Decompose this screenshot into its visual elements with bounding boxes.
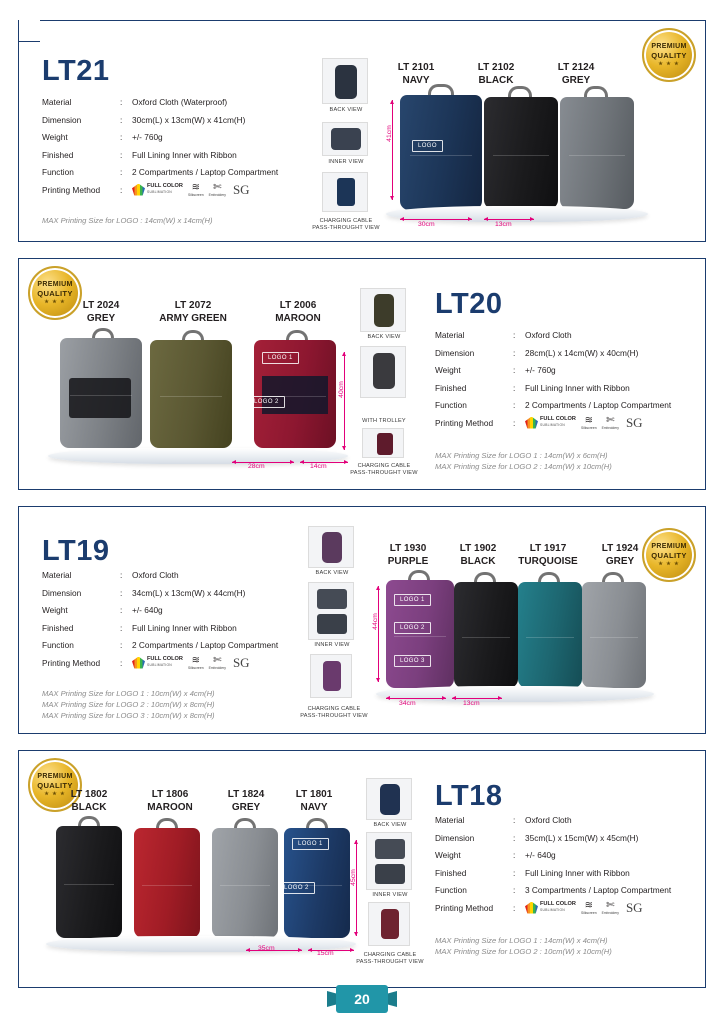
caption-back-view-lt21: BACK VIEW — [329, 107, 363, 113]
product-label-lt1924: LT 1924 GREY — [601, 543, 639, 567]
silkscreen-icon: ≋ Silkscreen — [187, 654, 204, 670]
dim-line-height — [378, 586, 379, 682]
spec-label-printing-method: Printing Method — [435, 902, 494, 913]
colon: : — [513, 885, 516, 895]
spec-label-dimension: Dimension — [435, 832, 475, 843]
bag-lt2124-grey — [560, 97, 634, 209]
product-label-lt2006: LT 2006 MAROON — [275, 300, 321, 324]
max-print-lt19: MAX Printing Size for LOGO 1 : 10cm(W) x 4cm(H) MAX Printing Size for LOGO 2 : 10cm(W) x 8cm(H) MAX Printing Size for LOGO 3 : 10cm(W) x 8cm(H) — [42, 689, 215, 720]
max-print-lt21: MAX Printing Size for LOGO : 14cm(W) x 14cm(H) — [42, 216, 213, 225]
embroidery-icon: ✄ Embroidery — [208, 654, 226, 670]
rainbow-icon — [525, 417, 538, 429]
bag-lt1802-black — [56, 826, 122, 938]
product-label-lt1902: LT 1902 BLACK — [459, 543, 497, 567]
colon: : — [120, 114, 123, 125]
bag-lt2024-grey — [60, 338, 142, 448]
spec-label-weight: Weight — [435, 850, 461, 860]
product-label-lt1806: LT 1806 MAROON — [147, 789, 193, 813]
caption-inner-view-lt18: INNER VIEW — [372, 892, 408, 898]
sg-icon: SG — [232, 654, 250, 670]
spec-value-dimension: 35cm(L) x 15cm(W) x 45cm(H) — [525, 832, 639, 843]
silkscreen-icon: ≋ Silkscreen — [580, 899, 597, 915]
spec-label-material: Material — [435, 330, 465, 340]
colon: : — [513, 850, 516, 860]
spec-label-function: Function — [435, 400, 467, 410]
dim-line-depth — [452, 698, 502, 699]
printing-method-icons — [132, 655, 332, 671]
rainbow-icon — [525, 902, 538, 914]
sg-icon: SG — [232, 181, 250, 197]
embroidery-icon: ✄ Embroidery — [601, 414, 619, 430]
caption-back-view-lt18: BACK VIEW — [373, 822, 407, 828]
printing-method-icons — [525, 415, 705, 431]
spec-label-material: Material — [42, 97, 72, 107]
fullcolor-sublimation-icon — [525, 902, 576, 914]
caption-charging-lt19: CHARGING CABLE PASS-THROUGHT VIEW — [300, 706, 368, 719]
spec-value-finished: Full Lining Inner with Ribbon — [132, 149, 237, 160]
bag-lt2101-navy — [400, 95, 482, 210]
product-label-lt1801: LT 1801 NAVY — [295, 789, 333, 813]
spec-value-dimension: 28cm(L) x 14cm(W) x 40cm(H) — [525, 347, 639, 358]
colon: : — [120, 657, 123, 668]
logo-tag-2: LOGO 2 — [394, 622, 431, 634]
spec-value-material: Oxford Cloth — [525, 815, 572, 825]
thumb-back-view-lt20 — [360, 288, 406, 332]
colon: : — [513, 382, 516, 393]
colon: : — [120, 622, 123, 633]
caption-inner-view-lt21: INNER VIEW — [328, 159, 364, 165]
sublimation-label: SUBLIMATION — [147, 662, 172, 667]
colon: : — [513, 417, 516, 428]
colon: : — [120, 640, 123, 650]
colon: : — [120, 97, 123, 107]
spec-value-weight: +/- 640g — [132, 605, 163, 615]
spec-label-printing-method: Printing Method — [42, 184, 101, 195]
dim-line-depth — [484, 219, 534, 220]
rainbow-icon — [132, 657, 145, 669]
spec-value-function: 2 Compartments / Laptop Compartment — [132, 640, 279, 650]
thumb-back-view-lt19 — [308, 526, 354, 568]
spec-table-lt20 — [435, 330, 705, 438]
sg-icon: SG — [625, 414, 643, 430]
page-title-lt18: LT18 — [435, 780, 503, 812]
spec-label-function: Function — [435, 885, 467, 895]
thumb-charging-view-lt20 — [362, 428, 404, 458]
spec-label-function: Function — [42, 640, 74, 650]
embroidery-icon: ✄ Embroidery — [601, 899, 619, 915]
dim-height-lt19: 44cm — [371, 613, 379, 630]
bag-lt1924-grey — [582, 582, 646, 688]
dim-line-width — [400, 219, 472, 220]
product-label-lt1824: LT 1824 GREY — [227, 789, 265, 813]
dim-height-lt18: 45cm — [349, 869, 357, 886]
product-label-lt1917: LT 1917 TURQUOISE — [518, 543, 578, 567]
colon: : — [513, 400, 516, 410]
thumb-back-view-lt21 — [322, 58, 368, 104]
logo-tag-1: LOGO 1 — [292, 838, 329, 850]
sublimation-label: SUBLIMATION — [147, 189, 172, 194]
spec-value-weight: +/- 640g — [525, 850, 556, 860]
product-label-lt2124: LT 2124 GREY — [557, 62, 595, 86]
max-print-lt18: MAX Printing Size for LOGO 1 : 14cm(W) x 4cm(H) MAX Printing Size for LOGO 2 : 10cm(W) x 10cm(H) — [435, 936, 612, 956]
page-title-lt20: LT20 — [435, 288, 503, 320]
caption-inner-view-lt19: INNER VIEW — [314, 642, 350, 648]
spec-label-printing-method: Printing Method — [435, 417, 494, 428]
spec-label-weight: Weight — [42, 605, 68, 615]
logo-tag-1: LOGO 1 — [394, 594, 431, 606]
dim-line-height — [344, 352, 345, 450]
spec-table-lt18 — [435, 815, 707, 923]
fullcolor-sublimation-icon — [525, 417, 576, 429]
product-label-lt2024: LT 2024 GREY — [82, 300, 120, 324]
spec-value-dimension: 34cm(L) x 13cm(W) x 44cm(H) — [132, 587, 246, 598]
thumb-inner-view-lt21 — [322, 122, 368, 156]
page-title-lt21: LT21 — [42, 55, 110, 87]
thumb-inner-view-lt19 — [308, 582, 354, 640]
dim-width-lt18: 35cm — [258, 945, 275, 952]
colon: : — [120, 149, 123, 160]
dim-height-lt21: 41cm — [385, 125, 393, 142]
dim-depth-lt18: 15cm — [317, 950, 334, 957]
spec-label-dimension: Dimension — [42, 587, 82, 598]
silkscreen-icon: ≋ Silkscreen — [580, 414, 597, 430]
bag-lt1824-grey — [212, 828, 278, 938]
dim-line-width — [386, 698, 446, 699]
caption-back-view-lt19: BACK VIEW — [315, 570, 349, 576]
premium-quality-badge: PREMIUM QUALITY ★ ★ ★ — [642, 28, 696, 82]
page-number — [336, 985, 388, 1013]
fullcolor-label: FULL COLOR — [540, 901, 576, 908]
colon: : — [513, 330, 516, 340]
thumb-with-trolley-lt20 — [360, 346, 406, 398]
sg-icon: SG — [625, 899, 643, 915]
sublimation-label: SUBLIMATION — [540, 422, 565, 427]
fullcolor-label: FULL COLOR — [540, 416, 576, 423]
caption-charging-lt21: CHARGING CABLE PASS-THROUGHT VIEW — [312, 218, 380, 231]
dim-width-lt19: 34cm — [399, 700, 416, 707]
colon: : — [513, 815, 516, 825]
dim-line-height — [356, 840, 357, 936]
spec-label-weight: Weight — [435, 365, 461, 375]
bag-lt1902-black — [454, 582, 518, 688]
colon: : — [120, 605, 123, 615]
product-label-lt2102: LT 2102 BLACK — [477, 62, 515, 86]
spec-label-finished: Finished — [42, 622, 74, 633]
dim-depth-lt20: 14cm — [310, 463, 327, 470]
spec-value-material: Oxford Cloth — [132, 570, 179, 580]
bag-lt1806-maroon — [134, 828, 200, 938]
max-print-lt20: MAX Printing Size for LOGO 1 : 14cm(W) x 6cm(H) MAX Printing Size for LOGO 2 : 14cm(W) x 10cm(H) — [435, 451, 612, 471]
spec-label-dimension: Dimension — [435, 347, 475, 358]
spec-value-finished: Full Lining Inner with Ribbon — [132, 622, 237, 633]
spec-table-lt19 — [42, 570, 332, 678]
colon: : — [120, 167, 123, 177]
spec-value-dimension: 30cm(L) x 13cm(W) x 41cm(H) — [132, 114, 246, 125]
embroidery-icon: ✄ Embroidery — [208, 181, 226, 197]
product-label-lt1930: LT 1930 PURPLE — [387, 543, 429, 567]
thumb-back-view-lt18 — [366, 778, 412, 820]
dim-depth-lt19: 13cm — [463, 700, 480, 707]
premium-quality-badge: PREMIUM QUALITY ★ ★ ★ — [28, 266, 82, 320]
product-label-lt2101: LT 2101 NAVY — [397, 62, 435, 86]
spec-value-weight: +/- 760g — [132, 132, 163, 142]
thumb-charging-view-lt18 — [368, 902, 410, 946]
dim-line-height — [392, 100, 393, 200]
dim-width-lt20: 28cm — [248, 463, 265, 470]
dim-height-lt20: 40cm — [337, 381, 345, 398]
rainbow-icon — [132, 184, 145, 196]
fullcolor-sublimation-icon — [132, 657, 183, 669]
spec-label-weight: Weight — [42, 132, 68, 142]
display-shelf — [376, 686, 654, 702]
product-label-lt2072: LT 2072 ARMY GREEN — [159, 300, 227, 324]
colon: : — [513, 347, 516, 358]
bag-lt1917-turquoise — [518, 582, 582, 688]
fullcolor-label: FULL COLOR — [147, 183, 183, 190]
spec-value-finished: Full Lining Inner with Ribbon — [525, 382, 630, 393]
colon: : — [120, 184, 123, 195]
spec-value-function: 2 Compartments / Laptop Compartment — [132, 167, 279, 177]
spec-value-material: Oxford Cloth — [525, 330, 572, 340]
caption-charging-lt18: CHARGING CABLE PASS-THROUGHT VIEW — [356, 952, 424, 965]
bag-lt2072-armygreen — [150, 340, 232, 448]
spec-label-finished: Finished — [435, 867, 467, 878]
colon: : — [513, 867, 516, 878]
caption-with-trolley-lt20: WITH TROLLEY — [362, 418, 406, 424]
thumb-charging-view-lt21 — [322, 172, 368, 212]
spec-value-finished: Full Lining Inner with Ribbon — [525, 867, 630, 878]
spec-label-material: Material — [435, 815, 465, 825]
spec-label-dimension: Dimension — [42, 114, 82, 125]
colon: : — [120, 132, 123, 142]
thumb-charging-view-lt19 — [310, 654, 352, 698]
logo-tag-2: LOGO 2 — [248, 396, 285, 408]
spec-value-material: Oxford Cloth (Waterproof) — [132, 97, 228, 107]
page-number-label: 20 — [336, 985, 388, 1013]
premium-quality-badge: PREMIUM QUALITY ★ ★ ★ — [28, 758, 82, 812]
bag-lt2102-black — [484, 97, 558, 209]
premium-quality-badge: PREMIUM QUALITY ★ ★ ★ — [642, 528, 696, 582]
silkscreen-icon: ≋ Silkscreen — [187, 181, 204, 197]
caption-back-view-lt20: BACK VIEW — [367, 334, 401, 340]
sublimation-label: SUBLIMATION — [540, 907, 565, 912]
logo-tag-1: LOGO 1 — [262, 352, 299, 364]
colon: : — [513, 365, 516, 375]
spec-label-function: Function — [42, 167, 74, 177]
dim-width-lt21: 30cm — [418, 221, 435, 228]
colon: : — [513, 832, 516, 843]
colon: : — [120, 587, 123, 598]
fullcolor-sublimation-icon — [132, 184, 183, 196]
page-title-lt19: LT19 — [42, 535, 110, 567]
spec-label-printing-method: Printing Method — [42, 657, 101, 668]
spec-label-material: Material — [42, 570, 72, 580]
thumb-inner-view-lt18 — [366, 832, 412, 890]
product-label-lt1802: LT 1802 BLACK — [70, 789, 108, 813]
spec-value-function: 2 Compartments / Laptop Compartment — [525, 400, 672, 410]
spec-value-weight: +/- 760g — [525, 365, 556, 375]
printing-method-icons — [132, 182, 332, 198]
logo-tag-3: LOGO 3 — [394, 655, 431, 667]
logo-tag: LOGO — [412, 140, 443, 152]
spec-value-function: 3 Compartments / Laptop Compartment — [525, 885, 672, 895]
fullcolor-label: FULL COLOR — [147, 656, 183, 663]
spec-table-lt21 — [42, 97, 332, 205]
spec-label-finished: Finished — [42, 149, 74, 160]
spec-label-finished: Finished — [435, 382, 467, 393]
dim-depth-lt21: 13cm — [495, 221, 512, 228]
colon: : — [513, 902, 516, 913]
colon: : — [120, 570, 123, 580]
logo-tag-2: LOGO 2 — [278, 882, 315, 894]
caption-charging-lt20: CHARGING CABLE PASS-THROUGHT VIEW — [350, 463, 418, 476]
printing-method-icons — [525, 900, 707, 916]
